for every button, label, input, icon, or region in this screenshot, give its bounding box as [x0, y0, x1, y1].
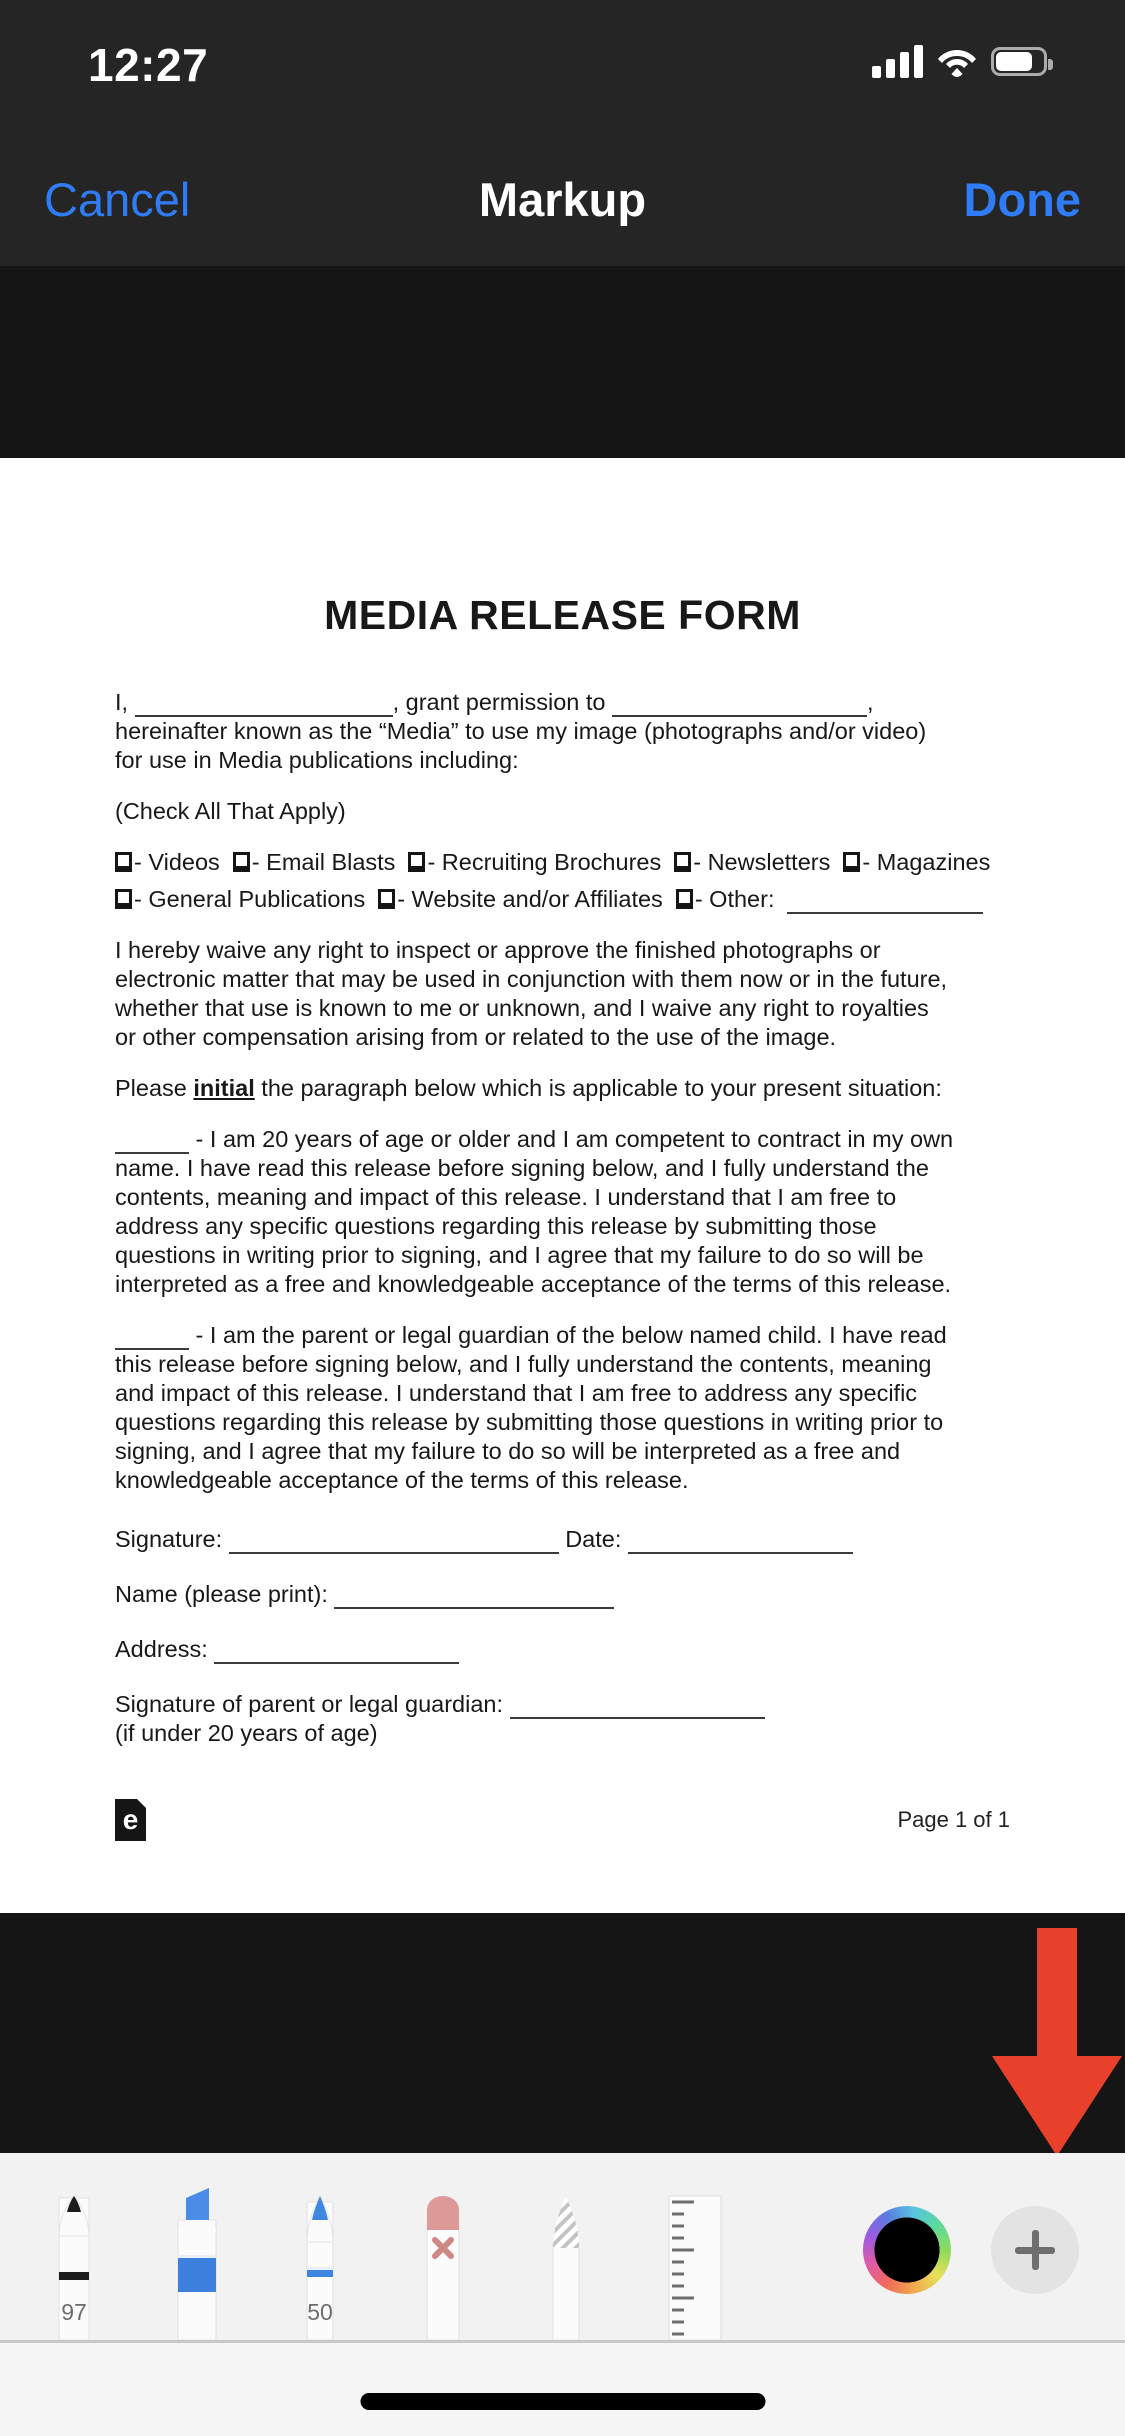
- done-button[interactable]: Done: [963, 172, 1081, 226]
- document-page: [0, 458, 1125, 1913]
- lasso-tool[interactable]: [510, 2158, 622, 2340]
- status-bar: [0, 0, 1125, 132]
- checkbox-options-row-1: [115, 848, 991, 877]
- e-document-icon: e: [115, 1799, 146, 1841]
- checkbox-option-other[interactable]: [676, 886, 775, 912]
- checkbox-option-website-affiliates[interactable]: [378, 886, 663, 912]
- checkbox-option-recruiting-brochures[interactable]: [408, 849, 661, 875]
- document-footer: [115, 1799, 1010, 1841]
- checkbox-icon[interactable]: [115, 852, 132, 872]
- pencil-opacity-value: 50: [307, 2299, 333, 2325]
- toolbar-right-controls: [863, 2206, 1079, 2294]
- name-label: Name (please print):: [115, 1581, 328, 1607]
- eraser-tool[interactable]: [387, 2158, 499, 2340]
- checkbox-label: - Videos: [134, 849, 220, 875]
- document-body: [115, 688, 991, 1748]
- initial-paragraph-guardian: [115, 1321, 955, 1495]
- checkbox-label: - Newsletters: [693, 849, 831, 875]
- address-label: Address:: [115, 1636, 208, 1662]
- page-title: Markup: [478, 172, 647, 226]
- initial-instruction-pre: Please: [115, 1075, 194, 1101]
- initial-instruction-post: the paragraph below which is applicable to your present situation:: [254, 1075, 942, 1101]
- letterbox-top: [0, 266, 1125, 458]
- initial-paragraph-guardian-text: - I am the parent or legal guardian of the below named child. I have read this release before signing below, and I fully understand the contents, meaning and impact of this release. I understand that I am free to address any specific questions regarding this release by submitting those questions in writing prior to signing, and I agree that my failure to do so will be interpreted as a free and knowledgeable acceptance of the terms of this release.: [115, 1322, 947, 1493]
- status-bar-indicators: [872, 44, 1047, 78]
- checkbox-label: - Other:: [694, 886, 775, 912]
- date-blank-line[interactable]: [628, 1532, 853, 1554]
- document-title: MEDIA RELEASE FORM: [324, 592, 801, 638]
- address-row: [115, 1635, 955, 1664]
- other-blank-line[interactable]: [787, 892, 983, 914]
- initial-paragraph-adult-text: - I am 20 years of age or older and I am competent to contract in my own name. I have read this release before signing below, and I fully understand the contents, meaning and impact of this release. I understand that I am free to address any specific questions regarding this release by submitting those questions in writing prior to signing, and I agree that my failure to do so will be interpreted as a free and knowledgeable acceptance of the terms of this release.: [115, 1126, 954, 1297]
- name-row: [115, 1580, 955, 1609]
- intro-post: ,: [867, 689, 874, 715]
- markup-toolbar[interactable]: [0, 2153, 1125, 2343]
- checkbox-icon[interactable]: [378, 889, 395, 909]
- checkbox-icon[interactable]: [233, 852, 250, 872]
- guardian-row: [115, 1690, 955, 1748]
- pen-tool[interactable]: [18, 2158, 130, 2340]
- guardian-blank-line[interactable]: [510, 1697, 765, 1719]
- initial-instruction: [115, 1074, 955, 1103]
- name-blank-line[interactable]: [135, 695, 393, 717]
- checkbox-option-videos[interactable]: [115, 849, 220, 875]
- wifi-icon: [937, 45, 977, 77]
- page-number-label: Page 1 of 1: [897, 1807, 1010, 1832]
- home-bar-area: [0, 2343, 1125, 2436]
- checkbox-option-magazines[interactable]: [843, 849, 990, 875]
- guardian-label: Signature of parent or legal guardian:: [115, 1691, 504, 1717]
- checkbox-options-row-2: [115, 885, 955, 914]
- checkbox-label: - General Publications: [134, 886, 366, 912]
- waiver-paragraph: I hereby waive any right to inspect or approve the finished photographs or electronic matter that may be used in conjunction with them now or in the future, whether that use is known to me or unknown, and I waive any right to royalties or other compensation arising from or related to the use of the image.: [115, 937, 948, 1050]
- initial-paragraph-adult: [115, 1125, 955, 1299]
- signature-label: Signature:: [115, 1526, 223, 1552]
- checkbox-label: - Website and/or Affiliates: [397, 886, 663, 912]
- intro-line2: hereinafter known as the “Media” to use my image (photographs and/or video) for use in Media publications including:: [115, 718, 927, 773]
- markup-nav-bar: [0, 132, 1125, 266]
- intro-pre: I,: [115, 689, 135, 715]
- add-markup-button[interactable]: [991, 2206, 1079, 2294]
- checkbox-icon[interactable]: [408, 852, 425, 872]
- checkbox-option-email-blasts[interactable]: [233, 849, 396, 875]
- status-bar-time: 12:27: [88, 39, 209, 91]
- pencil-tool[interactable]: [264, 2158, 376, 2340]
- color-wheel-icon[interactable]: [863, 2206, 951, 2294]
- checkbox-icon[interactable]: [843, 852, 860, 872]
- checkbox-icon[interactable]: [676, 889, 693, 909]
- checkbox-icon[interactable]: [115, 889, 132, 909]
- intro-paragraph: [115, 688, 955, 775]
- cancel-button[interactable]: Cancel: [44, 172, 191, 226]
- letterbox-bottom: [0, 1913, 1125, 2153]
- guardian-note: (if under 20 years of age): [115, 1720, 378, 1746]
- home-indicator[interactable]: [360, 2393, 765, 2410]
- name-print-blank-line[interactable]: [334, 1587, 614, 1609]
- intro-mid: , grant permission to: [392, 689, 613, 715]
- date-label: Date:: [565, 1526, 622, 1552]
- checkbox-label: - Email Blasts: [251, 849, 396, 875]
- checkbox-option-newsletters[interactable]: [674, 849, 830, 875]
- initial-blank-adult[interactable]: [115, 1132, 189, 1154]
- checkbox-option-general-publications[interactable]: [115, 886, 365, 912]
- checkbox-label: - Recruiting Brochures: [427, 849, 662, 875]
- initial-blank-guardian[interactable]: [115, 1328, 189, 1350]
- ruler-tool[interactable]: [633, 2158, 745, 2340]
- signal-bars-icon: [872, 44, 923, 78]
- battery-icon: [991, 47, 1047, 76]
- checkbox-icon[interactable]: [674, 852, 691, 872]
- pen-opacity-value: 97: [61, 2299, 87, 2325]
- signature-blank-line[interactable]: [229, 1532, 559, 1554]
- initial-instruction-bold: initial: [193, 1075, 255, 1101]
- address-blank-line[interactable]: [214, 1642, 459, 1664]
- media-blank-line[interactable]: [612, 695, 867, 717]
- document-canvas[interactable]: [0, 458, 1125, 1913]
- signature-row: [115, 1525, 955, 1554]
- check-instruction: (Check All That Apply): [115, 798, 346, 824]
- checkbox-label: - Magazines: [862, 849, 991, 875]
- highlighter-tool[interactable]: [141, 2158, 253, 2340]
